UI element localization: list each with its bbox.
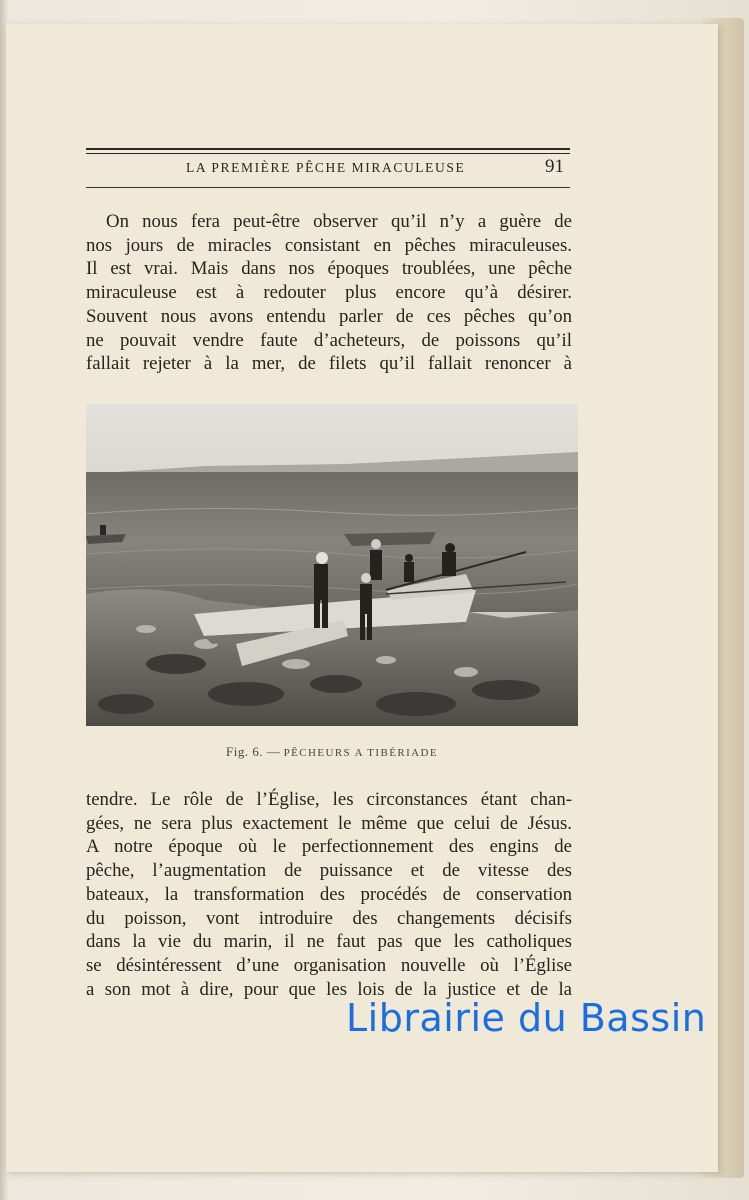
header-rule-top-thin (86, 153, 570, 154)
text-line: dans la vie du marin, il ne faut pas que les catholiques (86, 931, 572, 953)
text-line: a son mot à dire, pour que les lois de la justice et de la (86, 978, 572, 1000)
text-line: gées, ne sera plus exactement le même que celui de Jésus. (86, 812, 572, 834)
paragraph-top (86, 210, 572, 376)
paragraph-bottom (86, 788, 572, 1001)
text-line: du poisson, vont introduire des changements décisifs (86, 907, 572, 929)
header-rule-bottom (86, 187, 570, 188)
text-line: bateaux, la transformation des procédés de conservation (86, 883, 572, 905)
text-line: A notre époque où le perfectionnement des engins de (86, 836, 572, 858)
text-line: nos jours de miracles consistant en pêches miraculeuses. (86, 234, 572, 256)
header-rule-top (86, 148, 570, 150)
text-line: ne pouvait vendre faute d’acheteurs, de poissons qu’il (86, 329, 572, 351)
text-line: pêche, l’augmentation de puissance et de vitesse des (86, 860, 572, 882)
fishermen-photograph (86, 404, 578, 726)
figure-caption (86, 744, 578, 760)
text-line: Souvent nous avons entendu parler de ces pêches qu’on (86, 305, 572, 327)
page-number: 91 (545, 156, 564, 177)
text-line: tendre. Le rôle de l’Église, les circonstances étant chan- (86, 789, 572, 810)
figure-label: Fig. 6. — (226, 744, 281, 759)
text-line: se désintéressent d’une organisation nouvelle où l’Église (86, 954, 572, 976)
text-line: fallait rejeter à la mer, de filets qu’il fallait renoncer à (86, 353, 572, 375)
text-line: Il est vrai. Mais dans nos époques troublées, une pêche (86, 258, 572, 280)
text-line: miraculeuse est à redouter plus encore qu’à désirer. (86, 282, 572, 304)
chapter-title: LA PREMIÈRE PÊCHE MIRACULEUSE (186, 160, 466, 175)
text-line: On nous fera peut-être observer qu’il n’y a guère de (106, 211, 572, 232)
running-head (86, 148, 570, 190)
seller-watermark: Librairie du Bassin (346, 996, 707, 1040)
figure-title: PÊCHEURS A TIBÉRIADE (283, 747, 438, 759)
